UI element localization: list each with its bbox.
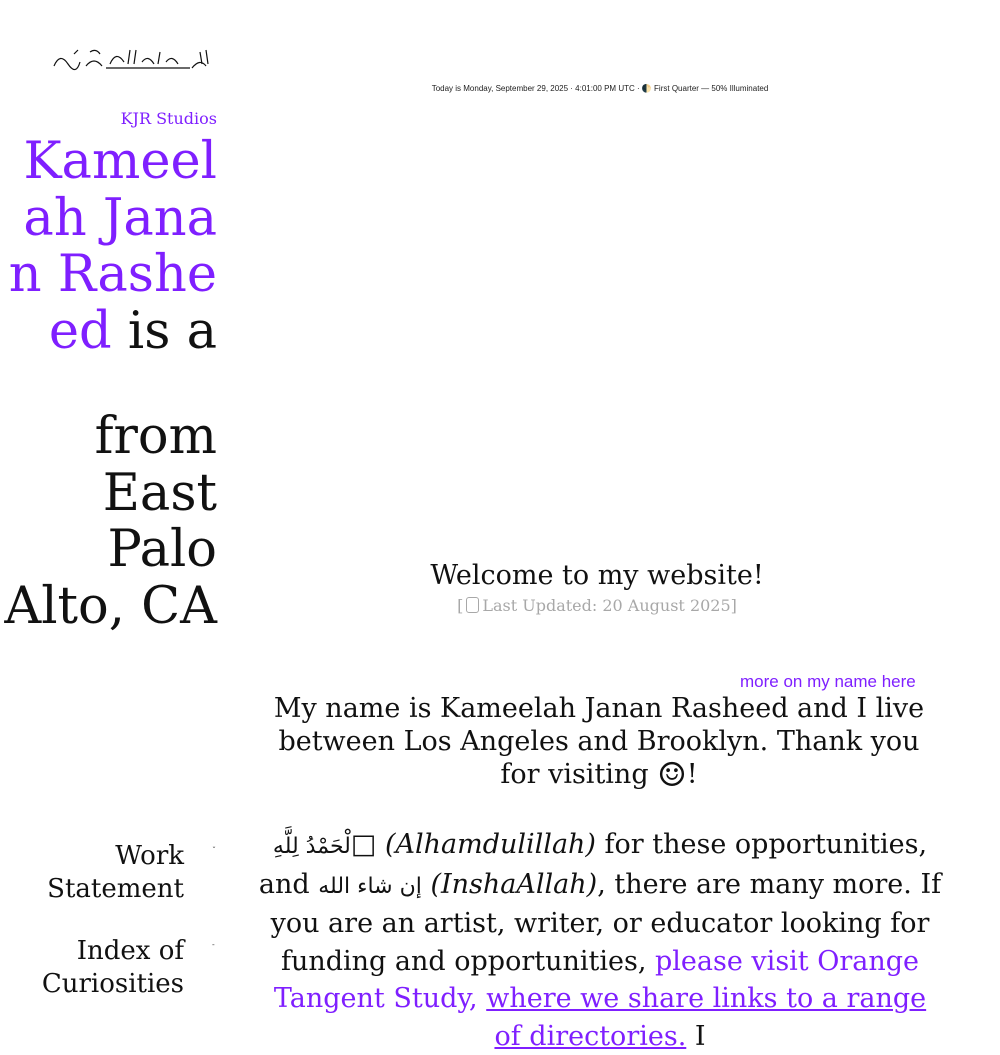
- missing-glyph-icon: □: [350, 829, 377, 860]
- arabic-inshaallah: إن شاء الله: [318, 873, 422, 899]
- last-updated: [297, 594, 897, 618]
- gratitude-paragraph: [258, 826, 942, 1055]
- intro-paragraph: [262, 692, 936, 794]
- gratitude-text-2: , there are many more. If you are an artist, writer, or educator looking for funding and opportunities,: [270, 868, 942, 977]
- sidebar-intro: [0, 108, 217, 635]
- inshaallah-transliteration: (InshaAllah): [430, 868, 598, 900]
- arabic-alhamdulillah: لْحَمْدُ لِلَّهِ: [272, 834, 351, 859]
- gratitude-text-1: for these opportunities, and: [258, 829, 928, 900]
- date-moon-bar: Today is Monday, September 29, 2025 · 4:01:00 PM UTC · 🌓 First Quarter — 50% Illuminated: [431, 84, 769, 93]
- dash-icon: -: [212, 940, 215, 949]
- intro-text: My name is Kameelah Janan Rasheed and I live between Los Angeles and Brooklyn. Thank you for visiting: [273, 693, 925, 790]
- intro-end: !: [686, 759, 698, 790]
- directories-link[interactable]: where we share links to a range of directories.: [486, 983, 927, 1052]
- watch-icon: [466, 597, 479, 613]
- studio-link[interactable]: KJR Studios: [120, 109, 217, 128]
- bracket-open: [: [457, 596, 464, 615]
- nav-item-work-statement[interactable]: Work Statement: [47, 841, 184, 904]
- caret-icon: ˇ: [212, 846, 216, 855]
- name-info-link[interactable]: more on my name here: [740, 672, 916, 691]
- nav-item-index-of-curiosities[interactable]: Index of Curiosities: [41, 936, 184, 999]
- basmala-calligraphy: [50, 44, 212, 74]
- alhamdulillah-transliteration: (Alhamdulillah): [384, 829, 596, 860]
- welcome-block: [297, 558, 897, 618]
- gratitude-text-3: I: [686, 1020, 706, 1052]
- name-suffix: is a: [111, 301, 217, 361]
- sidebar-nav: [0, 840, 184, 1030]
- welcome-title: Welcome to my website!: [430, 560, 764, 591]
- last-updated-text: Last Updated: 20 August 2025]: [482, 596, 737, 615]
- artist-name: [0, 134, 217, 360]
- hometown: from East Palo Alto, CA: [4, 407, 217, 636]
- artist-name-text: Kameelah Janan Rasheed: [8, 132, 217, 361]
- orange-tangent-link[interactable]: please visit Orange Tangent Study,: [273, 945, 920, 1014]
- smile-icon: ☺: [657, 755, 687, 794]
